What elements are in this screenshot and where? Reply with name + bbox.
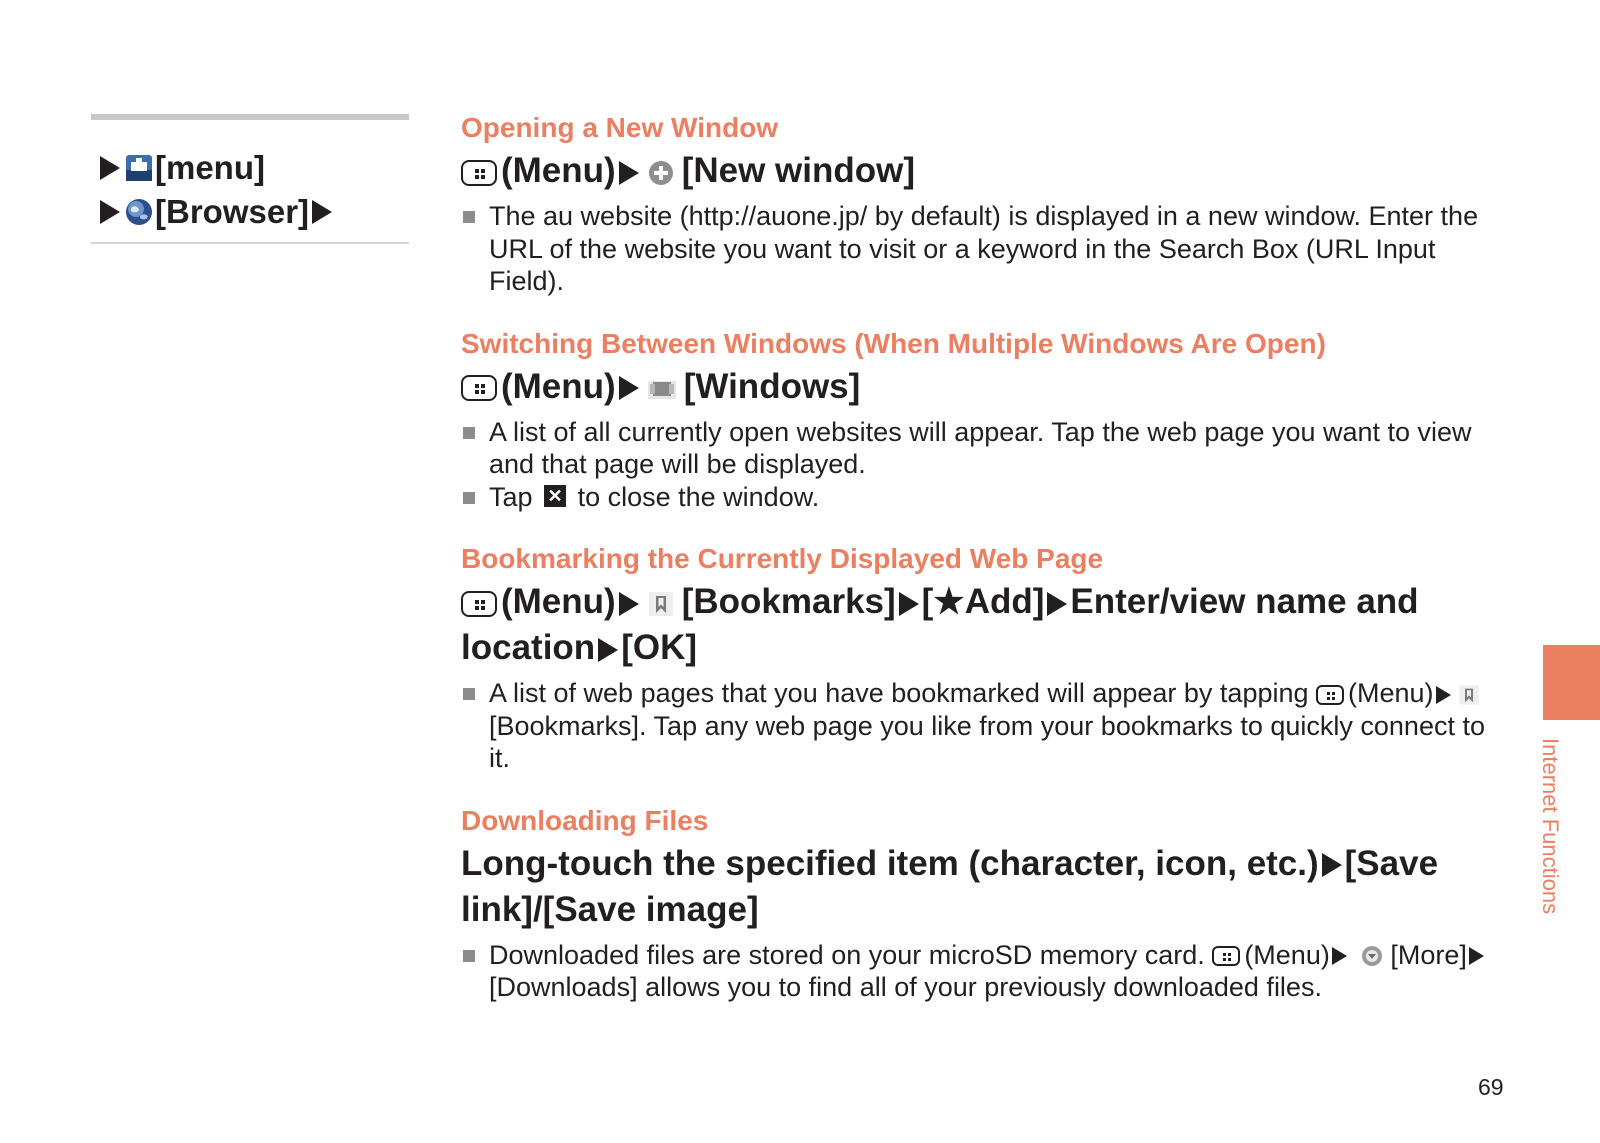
section-new-window (461, 110, 1491, 298)
section-bookmark (461, 541, 1491, 775)
section-title: Downloading Files (461, 804, 709, 836)
arrow-icon (619, 376, 639, 400)
arrow-icon (100, 200, 120, 224)
menu-label: (Menu) (1244, 939, 1330, 970)
save-label: [Save link]/[Save image] (461, 843, 1439, 929)
arrow-icon (312, 200, 332, 224)
new-window-label: [New window] (681, 151, 916, 190)
menu-key-icon (1316, 685, 1344, 705)
windows-label: [Windows] (683, 366, 861, 406)
bookmarks-label: [Bookmarks] (681, 582, 896, 621)
section-title: Bookmarking the Currently Displayed Web Page (461, 543, 1104, 574)
section-switch-windows (461, 326, 1491, 514)
list-item (461, 677, 1491, 775)
bullet-list (461, 416, 1491, 514)
windows-icon (646, 373, 678, 403)
list-item: A list of all currently open websites will appear. Tap the web page you want to view and that page will be displayed. (461, 416, 1491, 481)
more-label: [More] (1390, 939, 1467, 970)
bookmark-icon (1457, 683, 1481, 707)
enter-name-label: Enter/view name and location (461, 582, 1419, 667)
section-title: Switching Between Windows (When Multiple Windows Are Open) (461, 327, 1326, 359)
bullet-list (461, 677, 1491, 775)
arrow-icon (1469, 947, 1484, 965)
list-item (461, 939, 1491, 1004)
bullet-text: [Downloads] allows you to find all of your previously downloaded files. (489, 972, 1322, 1002)
list-item (461, 481, 1491, 514)
nav-path-browser (97, 190, 409, 234)
page-number: 69 (1478, 1074, 1504, 1100)
new-window-icon (646, 158, 676, 188)
close-icon: ✕ (544, 485, 566, 507)
arrow-icon (100, 156, 120, 180)
section-downloading (461, 803, 1491, 1004)
step-instruction (461, 841, 1491, 933)
bullet-text: A list of web pages that you have bookmarked will appear by tapping (489, 678, 1309, 708)
step-instruction (461, 364, 1491, 410)
step-instruction (461, 579, 1491, 671)
apps-icon (125, 154, 153, 182)
arrow-icon (1436, 686, 1451, 704)
nav-path-menu (97, 146, 409, 190)
more-icon (1360, 944, 1384, 968)
arrow-icon (1322, 853, 1342, 877)
tip-text: to close the window. (577, 481, 820, 512)
arrow-icon (619, 161, 639, 185)
ok-label: [OK] (621, 628, 697, 667)
menu-label: (Menu) (501, 366, 616, 406)
navigation-path (91, 114, 409, 244)
bullet-list (461, 939, 1491, 1004)
list-item: The au website (http://auone.jp/ by default) is displayed in a new window. Enter the URL of the website you want to visit or a keyword in the Search Box (URL Input Field). (461, 200, 1491, 298)
arrow-icon (1332, 947, 1347, 965)
long-touch-label: Long-touch the specified item (character, icon, etc.) (461, 843, 1319, 883)
tip-text: Tap (489, 481, 533, 512)
browser-globe-icon (125, 198, 153, 226)
chapter-tab (1543, 645, 1600, 720)
menu-label: (Menu) (501, 151, 616, 190)
arrow-icon (1047, 592, 1067, 616)
menu-key-icon (461, 591, 497, 617)
chapter-label: Internet Functions (1538, 738, 1563, 915)
menu-key-icon (1212, 946, 1240, 966)
arrow-icon (598, 638, 618, 662)
menu-label: (Menu) (501, 582, 616, 621)
bullet-text: Downloaded files are stored on your microSD memory card. (489, 939, 1205, 970)
arrow-icon (899, 592, 919, 616)
add-label: [★Add] (921, 582, 1045, 621)
menu-key-icon (461, 375, 497, 401)
arrow-icon (619, 592, 639, 616)
bullet-list (461, 200, 1491, 298)
step-instruction (461, 148, 1491, 194)
section-title: Opening a New Window (461, 112, 779, 143)
nav-browser-label: [Browser] (155, 193, 310, 230)
menu-label: (Menu) (1348, 678, 1434, 708)
main-content (461, 110, 1491, 1004)
menu-key-icon (461, 160, 497, 186)
bullet-text: [Bookmarks]. Tap any web page you like from your bookmarks to quickly connect to it. (489, 710, 1485, 773)
bookmark-icon (646, 589, 676, 619)
nav-menu-label: [menu] (155, 149, 265, 186)
